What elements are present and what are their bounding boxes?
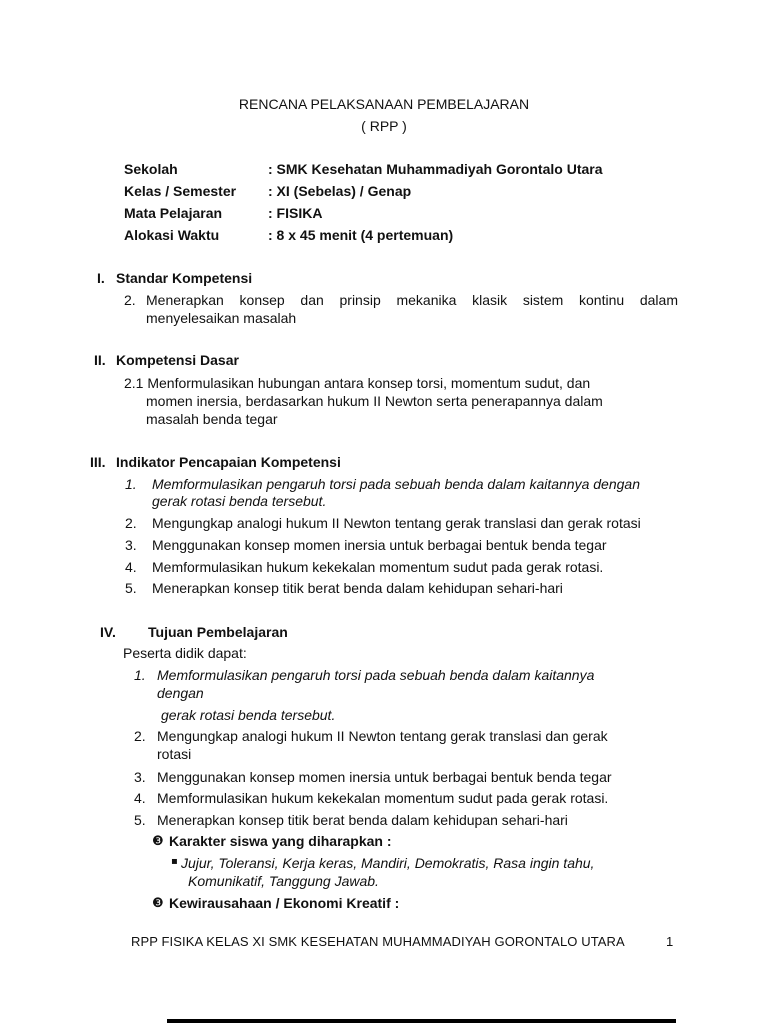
section-4-item-3-number: 3. [134, 769, 146, 785]
section-3-item-1-line1: Memformulasikan pengaruh torsi pada sebuah benda dalam kaitannya dengan [152, 476, 640, 492]
karakter-line2: Komunikatif, Tanggung Jawab. [188, 873, 379, 889]
section-1-heading: Standar Kompetensi [116, 270, 253, 286]
section-4-item-1-line2: dengan [157, 685, 204, 701]
section-4-item-4-line1: Memformulasikan hukum kekekalan momentum sudut pada gerak rotasi. [157, 790, 609, 806]
section-4-heading: Tujuan Pembelajaran [148, 624, 288, 640]
document-title: RENCANA PELAKSANAAN PEMBELAJARAN [238, 96, 530, 112]
section-4-item-1-line1: Memformulasikan pengaruh torsi pada sebuah benda dalam kaitannya [157, 667, 595, 683]
section-1-item-line1: Menerapkan konsep dan prinsip mekanika klasik sistem kontinu dalam [146, 292, 678, 308]
section-4-intro: Peserta didik dapat: [123, 645, 247, 661]
section-3-item-5-number: 5. [125, 580, 137, 596]
section-1-item-line2: menyelesaikan masalah [146, 310, 297, 326]
section-4-item-5-line1: Menerapkan konsep titik berat benda dalam kehidupan sehari-hari [157, 812, 568, 828]
section-3-item-4-number: 4. [125, 559, 137, 575]
section-3-item-4-line1: Memformulasikan hukum kekekalan momentum sudut pada gerak rotasi. [152, 559, 604, 575]
section-1-item-number: 2. [124, 292, 136, 308]
karakter-line1: Jujur, Toleransi, Kerja keras, Mandiri, Demokratis, Rasa ingin tahu, [181, 855, 595, 871]
section-2-line2: momen inersia, berdasarkan hukum II Newton serta penerapannya dalam [146, 393, 603, 409]
identity-value-alokasi: : 8 x 45 menit (4 pertemuan) [268, 227, 454, 243]
section-4-item-5-number: 5. [134, 812, 146, 828]
identity-label-mapel: Mata Pelajaran [124, 205, 223, 221]
section-2-number: II. [94, 352, 106, 368]
section-3-item-1-line2: gerak rotasi benda tersebut. [152, 493, 327, 509]
identity-label-alokasi: Alokasi Waktu [124, 227, 220, 243]
identity-label-kelas: Kelas / Semester [124, 183, 237, 199]
section-3-item-2-number: 2. [125, 515, 137, 531]
karakter-square-bullet-icon: ▪ [171, 856, 178, 867]
section-2-line3: masalah benda tegar [146, 411, 278, 427]
identity-value-mapel: : FISIKA [268, 205, 323, 221]
identity-value-kelas: : XI (Sebelas) / Genap [268, 183, 412, 199]
section-3-item-5-line1: Menerapkan konsep titik berat benda dalam kehidupan sehari-hari [152, 580, 563, 596]
section-2-heading: Kompetensi Dasar [116, 352, 239, 368]
page-footer-text: RPP FISIKA KELAS XI SMK KESEHATAN MUHAMMADIYAH GORONTALO UTARA [131, 934, 625, 949]
section-4-item-4-number: 4. [134, 790, 146, 806]
karakter-bullet-icon: ❸ [152, 834, 164, 849]
section-4-item-1-number: 1. [134, 667, 146, 683]
section-4-item-2-line2: rotasi [157, 746, 192, 762]
section-3-number: III. [90, 454, 106, 470]
section-3-heading: Indikator Pencapaian Kompetensi [116, 454, 341, 470]
section-1-number: I. [97, 270, 105, 286]
section-4-item-1-line3: gerak rotasi benda tersebut. [161, 707, 336, 723]
page-number: 1 [666, 934, 674, 949]
bottom-rule [167, 1019, 676, 1023]
section-4-item-2-line1: Mengungkap analogi hukum II Newton tentang gerak translasi dan gerak [157, 728, 608, 744]
kewirausahaan-bullet-icon: ❸ [152, 896, 164, 911]
section-4-item-3-line1: Menggunakan konsep momen inersia untuk berbagai bentuk benda tegar [157, 769, 612, 785]
section-4-number: IV. [100, 624, 116, 640]
karakter-heading: Karakter siswa yang diharapkan : [169, 833, 392, 849]
section-3-item-3-line1: Menggunakan konsep momen inersia untuk berbagai bentuk benda tegar [152, 537, 607, 553]
kewirausahaan-heading: Kewirausahaan / Ekonomi Kreatif : [169, 895, 400, 911]
identity-label-sekolah: Sekolah [124, 161, 178, 177]
section-3-item-2-line1: Mengungkap analogi hukum II Newton tentang gerak translasi dan gerak rotasi [152, 515, 641, 531]
document-subtitle: ( RPP ) [361, 118, 407, 134]
section-3-item-3-number: 3. [125, 537, 137, 553]
section-4-item-2-number: 2. [134, 728, 146, 744]
identity-value-sekolah: : SMK Kesehatan Muhammadiyah Gorontalo Utara [268, 161, 603, 177]
section-2-line1: 2.1 Menformulasikan hubungan antara konsep torsi, momentum sudut, dan [124, 375, 591, 391]
section-3-item-1-number: 1. [125, 476, 137, 492]
